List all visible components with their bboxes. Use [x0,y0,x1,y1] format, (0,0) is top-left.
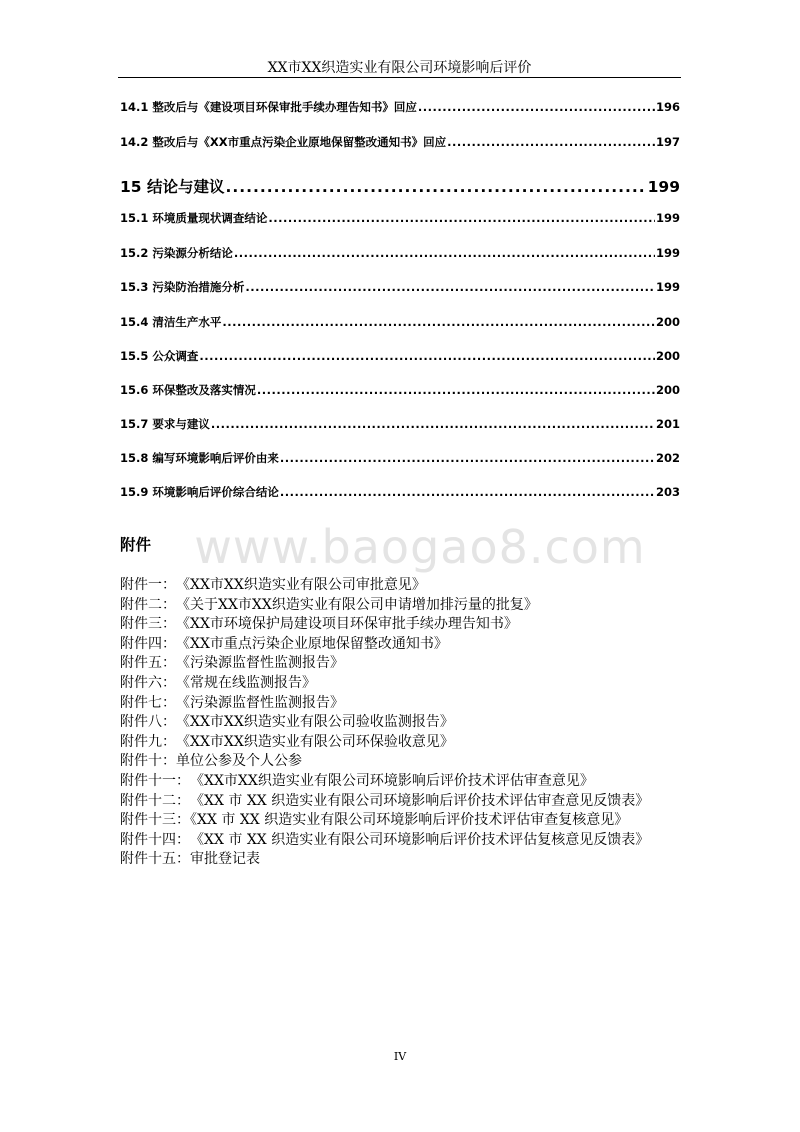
attachment-text: 《XX 市 XX 织造实业有限公司环境影响后评价技术评估审查复核意见》 [190,812,629,829]
toc-entry-page: 196 [655,100,680,114]
toc-entry-label: 15.4 清洁生产水平 [120,315,222,329]
attachment-label: 附件五： [120,655,176,672]
attachment-label: 附件六： [120,674,176,691]
attachment-text: 《常规在线监测报告》 [176,674,316,691]
attachment-item-7 [120,694,682,714]
attachment-label: 附件四： [120,635,176,652]
toc-entry-label: 15.1 环境质量现状调查结论 [120,211,268,225]
toc-entry-page: 201 [655,417,680,431]
attachment-item-14 [120,831,682,851]
toc-entry-label: 15.9 环境影响后评价综合结论 [120,485,279,499]
attachment-text: 《XX市XX织造实业有限公司审批意见》 [176,577,426,593]
toc-entry-page: 200 [655,349,680,363]
toc-leader-dots [447,134,655,150]
toc-chapter-label: 15 结论与建议 [120,178,225,196]
page-number: IV [393,1050,407,1063]
toc-leader-dots [211,416,655,432]
toc-entry-15-9[interactable] [120,480,680,500]
attachment-text: 《XX市重点污染企业原地保留整改通知书》 [176,635,448,652]
attachment-label: 附件十二： [120,792,190,809]
toc-entry-14-1[interactable] [120,95,680,115]
attachment-label: 附件十五： [120,851,190,868]
attachment-text: 《XX市XX织造实业有限公司验收监测报告》 [176,714,454,731]
toc-entry-15-6[interactable] [120,378,680,398]
attachment-text: 单位公参及个人公参 [176,753,302,770]
toc-leader-dots [234,245,655,261]
attachment-item-15 [120,850,682,870]
attachments-title: 附件 [120,536,152,554]
toc-leader-dots [199,348,655,364]
attachment-item-8 [120,713,682,733]
toc-entry-page: 203 [655,485,680,499]
attachment-label: 附件十四： [120,831,190,848]
attachment-item-3 [120,615,682,635]
attachment-text: 《污染源监督性监测报告》 [176,655,344,672]
attachment-item-9 [120,733,682,753]
toc-entry-label: 15.3 污染防治措施分析 [120,280,245,294]
toc-leader-dots [222,314,655,330]
toc-entry-page: 199 [655,246,680,260]
attachment-label: 附件八： [120,714,176,731]
toc-leader-dots [280,484,655,500]
attachment-text: 审批登记表 [190,851,260,868]
toc-entry-page: 202 [655,451,680,465]
attachment-label: 附件二： [120,596,176,613]
attachment-item-6 [120,674,682,694]
attachment-item-13 [120,811,682,831]
attachment-text: 《XX市XX织造实业有限公司环境影响后评价技术评估审查意见》 [190,772,594,789]
attachment-item-12 [120,792,682,812]
attachment-label: 附件十一： [120,772,190,789]
attachment-item-4 [120,635,682,655]
attachment-text: 《污染源监督性监测报告》 [176,694,344,711]
header-divider [118,77,681,78]
attachment-label: 附件三： [120,616,176,633]
attachment-label: 附件九： [120,733,176,750]
toc-leader-dots [225,176,646,198]
toc-entry-label: 15.8 编写环境影响后评价由来 [120,451,279,465]
attachment-item-11 [120,772,682,792]
toc-chapter-page: 199 [647,178,680,196]
toc-entry-page: 200 [655,383,680,397]
attachment-text: 《关于XX市XX织造实业有限公司申请增加排污量的批复》 [176,596,538,613]
attachment-item-5 [120,654,682,674]
toc-leader-dots [418,99,655,115]
toc-entry-15-3[interactable] [120,275,680,295]
toc-entry-label: 15.5 公众调查 [120,349,199,363]
toc-entry-label: 14.2 整改后与《XX市重点污染企业原地保留整改通知书》回应 [120,135,447,149]
toc-entry-15-2[interactable] [120,241,680,261]
toc-entry-label: 15.7 要求与建议 [120,417,210,431]
toc-entry-15-1[interactable] [120,206,680,226]
attachment-item-1 [120,576,682,596]
attachments-list [120,576,682,870]
toc-entry-page: 197 [655,135,680,149]
toc-entry-15-7[interactable] [120,412,680,432]
toc-entry-15-8[interactable] [120,446,680,466]
toc-entry-label: 15.2 污染源分析结论 [120,246,233,260]
toc-leader-dots [280,450,655,466]
toc-entry-label: 15.6 环保整改及落实情况 [120,383,256,397]
toc-entry-page: 200 [655,315,680,329]
toc-leader-dots [257,382,655,398]
attachment-label: 附件十三： [120,812,190,829]
attachment-label: 附件一： [120,577,176,593]
toc-entry-14-2[interactable] [120,130,680,150]
toc-entry-label: 14.1 整改后与《建设项目环保审批手续办理告知书》回应 [120,100,417,114]
toc-entry-page: 199 [655,211,680,225]
page-header-title: XX市XX织造实业有限公司环境影响后评价 [267,60,532,76]
attachment-text: 《XX 市 XX 织造实业有限公司环境影响后评价技术评估审查意见反馈表》 [190,792,650,809]
watermark: www.baogao8.com [194,520,646,574]
attachment-item-10 [120,752,682,772]
toc-leader-dots [268,210,655,226]
attachment-label: 附件十： [120,753,176,770]
toc-entry-15-4[interactable] [120,310,680,330]
toc-entry-15-5[interactable] [120,344,680,364]
attachment-item-2 [120,596,682,616]
attachment-text: 《XX 市 XX 织造实业有限公司环境影响后评价技术评估复核意见反馈表》 [190,831,650,848]
attachment-text: 《XX市环境保护局建设项目环保审批手续办理告知书》 [176,616,518,633]
toc-entry-page: 199 [655,280,680,294]
attachment-text: 《XX市XX织造实业有限公司环保验收意见》 [176,733,454,750]
attachment-label: 附件七： [120,694,176,711]
toc-leader-dots [245,279,655,295]
toc-entry-chapter-15[interactable] [120,172,680,198]
